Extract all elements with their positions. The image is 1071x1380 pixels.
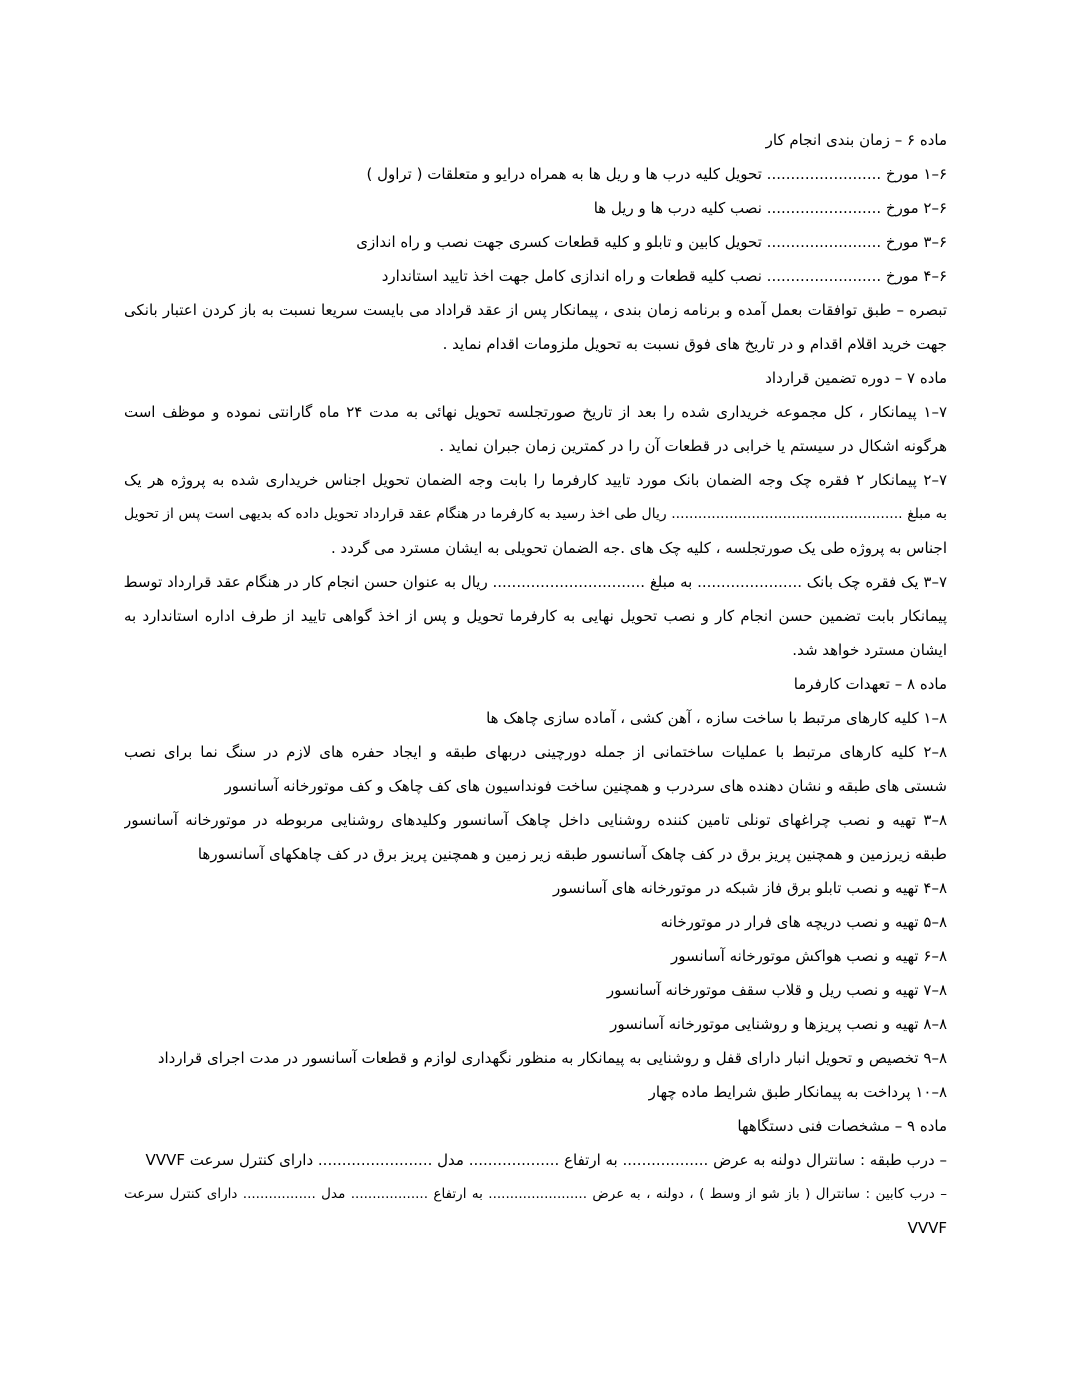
clause-8-3-line-1: ۸–۳ تهیه و نصب چراغهای تونلی تامین کننده روشنایی داخل چاهک آسانسور وکلیدهای روشنایی مربوطه در موتورخانه آسانسور xyxy=(124,811,947,829)
clause-8-2-line-2: شستی های طبقه و نشان دهنده های سردرب و همچنین ساخت فونداسیون های کف چاهک و کف موتورخانه آسانسور xyxy=(224,777,947,795)
clause-7-3-line-2: پیمانکار بابت تضمین حسن انجام کار و نصب تحویل نهایی به کارفرما تحویل و پس از اخذ گواهی تایید از طرف اداره استاندارد به xyxy=(124,607,947,625)
clause-8-3-line-2: طبقه زیرزمین و همچنین پریز برق در کف چاهک آسانسور طبقه زیر زمین و همچنین پریز برق در کف چاهکهای آسانسورها xyxy=(197,845,947,863)
spec-floor-door: – درب طبقه : سانترال دولنه به عرض .................. به ارتفاع ................... مدل ........................ دارای کنترل سرعت VVVF xyxy=(145,1151,947,1169)
clause-8-5: ۸–۵ تهیه و نصب دریچه های فرار در موتورخانه xyxy=(660,913,947,931)
note-6-line-2: جهت خرید اقلام اقدام و در تاریخ های فوق نسبت به تحویل ملزومات اقدام نماید . xyxy=(442,335,947,353)
document-page xyxy=(124,123,947,1245)
clause-6-2: ۶–۲ مورخ ........................ نصب کلیه درب ها و ریل ها xyxy=(593,199,947,217)
clause-7-2-line-2: به مبلغ .................................................... ریال طی اخذ رسید به کارفرما در هنگام عقد قرارداد تحویل داده که بدیهی است پس از تحویل xyxy=(124,506,947,522)
clause-8-9: ۸–۹ تخصیص و تحویل انبار دارای قفل و روشنایی به پیمانکار به منظور نگهداری لوازم و قطعات آسانسور در مدت اجرای قرارداد xyxy=(157,1049,947,1067)
clause-7-3-line-3: ایشان مسترد خواهد شد. xyxy=(792,641,947,659)
clause-8-2-line-1: ۸–۲ کلیه کارهای مرتبط با عملیات ساختمانی از جمله دورچینی دربهای طبقه و ایجاد حفره های لازم در سنگ نما برای نصب xyxy=(124,743,947,761)
clause-6-4: ۶–۴ مورخ ........................ نصب کلیه قطعات و راه اندازی کامل جهت اخذ تایید استاندارد xyxy=(381,267,947,285)
spec-cabin-door-line-1: – درب کابین : سانترال ( باز شو از وسط ) ، دولنه ، به عرض ....................... به ارتفاع .................. مدل ................. دارای کنترل سرعت xyxy=(124,1186,947,1202)
clause-8-10: ۸–۱۰ پرداخت به پیمانکار طبق شرایط ماده چهار xyxy=(648,1083,947,1101)
spec-cabin-door-line-2: VVVF xyxy=(907,1219,947,1237)
clause-8-7: ۸–۷ تهیه و نصب ریل و قلاب سقف موتورخانه آسانسور xyxy=(606,981,947,999)
article-7-heading: ماده ۷ – دوره تضمین قرارداد xyxy=(765,369,947,387)
clause-8-4: ۸–۴ تهیه و نصب تابلو برق فاز شبکه در موتورخانه های آسانسور xyxy=(552,879,947,897)
clause-7-1-line-1: ۷–۱ پیمانکار ، کل مجموعه خریداری شده را بعد از تاریخ صورتجلسه تحویل نهائی به مدت ۲۴ ماه گارانتی نموده و موظف است xyxy=(124,403,947,421)
clause-6-3: ۶–۳ مورخ ........................ تحویل کابین و تابلو و کلیه قطعات کسری جهت نصب و راه اندازی xyxy=(356,233,947,251)
article-6-heading: ماده ۶ – زمان بندی انجام کار xyxy=(765,131,947,149)
clause-7-1-line-2: هرگونه اشکال در سیستم یا خرابی در قطعات آن را در کمترین زمان جبران نماید . xyxy=(439,437,947,455)
note-6-line-1: تبصره – طبق توافقات بعمل آمده و برنامه زمان بندی ، پیمانکار پس از عقد قراداد می بایست سریعا نسبت به باز کردن اعتبار بانکی xyxy=(124,301,947,319)
clause-7-2-line-3: اجناس به پروژه طی یک صورتجلسه ، کلیه چک های .جه الضمان تحویلی به ایشان مسترد می گردد . xyxy=(331,539,947,557)
clause-7-3-line-1: ۷–۳ یک فقره چک بانک ...................... به مبلغ ................................ ریال به عنوان حسن انجام کار در هنگام عقد قرارداد توسط xyxy=(124,573,947,591)
clause-8-1: ۸–۱ کلیه کارهای مرتبط با ساخت سازه ، آهن کشی ، آماده سازی چاهک ها xyxy=(486,709,947,727)
clause-7-2-line-1: ۷–۲ پیمانکار ۲ فقره چک وجه الضمان بانک مورد تایید کارفرما را بابت وجه الضمان تحویل اجناس خریداری شده به پروژه هر یک xyxy=(124,471,947,489)
clause-8-8: ۸–۸ تهیه و نصب پریزها و روشنایی موتورخانه آسانسور xyxy=(610,1015,947,1033)
article-9-heading: ماده ۹ – مشخصات فنی دستگاهها xyxy=(737,1117,947,1135)
clause-8-6: ۸–۶ تهیه و نصب هواکش موتورخانه آسانسور xyxy=(670,947,947,965)
clause-6-1: ۶–۱ مورخ ........................ تحویل کلیه درب ها و ریل ها به همراه درایو و متعلقات ( تراول ) xyxy=(366,165,947,183)
article-8-heading: ماده ۸ – تعهدات کارفرما xyxy=(793,675,947,693)
